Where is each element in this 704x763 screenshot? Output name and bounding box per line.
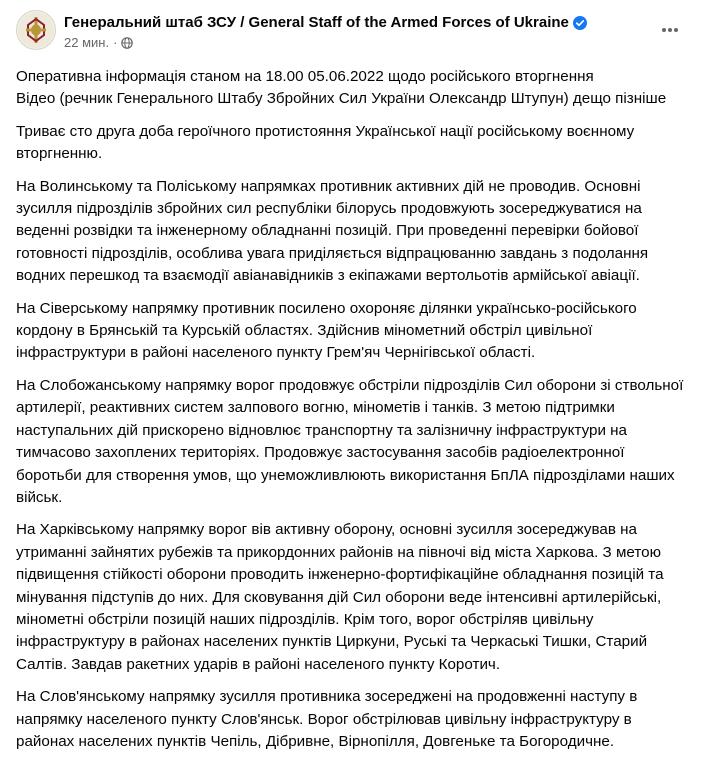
post-paragraph: Відео (речник Генерального Штабу Збройних Сил України Олександр Штупун) дещо пізніше	[16, 90, 667, 108]
post-paragraph: На Волинському та Поліському напрямках противник активних дій не проводив. Основні зусилля підрозділів збройних сил республіки білорусь продовжують зосереджуватися на веденні розвідки та інженерному обладнанні позицій. При проведенні перевірки бойової готовності підрозділів, особлива увага приділяється відпрацюванню завдань з подолання водних перешкод та взаємодії авіанавідників з екіпажами вертольотів армійської авіації.	[16, 177, 649, 285]
post-paragraph: На Харківському напрямку ворог вів активну оборону, основні зусилля зосереджував на утриманні зайнятих рубежів та прикордонних районів на півночі від міста Харкова. З метою підвищення стійкості оборони проводить інженерно-фортифікаційне обладнання позицій та мінування підступів до них. Для сковування дій Сил оборони веде інтенсивні артилерійські, мінометні обстріли позицій наших підрозділів. Крім того, ворог обстріляв цивільну інфраструктуру в районах населених пунктів Циркуни, Руські та Черкаські Тишки, Старий Салтів. Завдав ракетних ударів в районі населеного пункту Коротич.	[16, 521, 664, 673]
general-staff-emblem-icon	[17, 11, 55, 49]
post-options-button[interactable]	[652, 12, 688, 48]
page-avatar[interactable]	[16, 10, 56, 50]
meta-separator: ·	[113, 35, 118, 50]
author-line	[64, 14, 587, 31]
post-paragraph: Триває сто друга доба героїчного протистояння Української нації російському воєнному вторгненню.	[16, 122, 635, 163]
globe-icon[interactable]	[121, 37, 133, 49]
post-timestamp[interactable]: 22 мин.	[64, 35, 110, 50]
post-paragraph: На Слобожанському напрямку ворог продовжує обстріли підрозділів Сил оборони зі ствольної артилерії, реактивних систем залпового вогню, мінометів і танків. З метою підтримки наступальних дій прискорено відновлює транспортну та залізничну інфраструктури на тимчасово захоплених територіях. Продовжує застосування засобів радіоелектронної боротьби для створення умов, що унеможливлюють використання БпЛА підрозділами наших військ.	[16, 376, 684, 506]
post-paragraph: Оперативна інформація станом на 18.00 05.06.2022 щодо російського вторгнення	[16, 68, 594, 85]
post-text	[16, 66, 692, 763]
post-paragraph: На Сіверському напрямку противник посилено охороняє ділянки українсько-російського кордону в Брянській та Курській областях. Здійснив мінометний обстріл цивільної інфраструктури в районі населеного пункту Грем'яч Чернігівської області.	[16, 299, 637, 362]
post-meta	[64, 35, 133, 50]
more-horizontal-icon	[660, 20, 680, 40]
verified-badge-icon	[573, 16, 587, 30]
post-paragraph: На Слов'янському напрямку зусилля противника зосереджені на продовженні наступу в напрямку населеного пункту Слов'янськ. Ворог обстрілював цивільну інфраструктуру в районах населених пунктів Чепіль, Дібривне, Вірнопілля, Довгеньке та Богородичне.	[16, 688, 638, 750]
post-header	[16, 10, 688, 56]
author-name[interactable]: Генеральний штаб ЗСУ / General Staff of the Armed Forces of Ukraine	[64, 14, 569, 31]
